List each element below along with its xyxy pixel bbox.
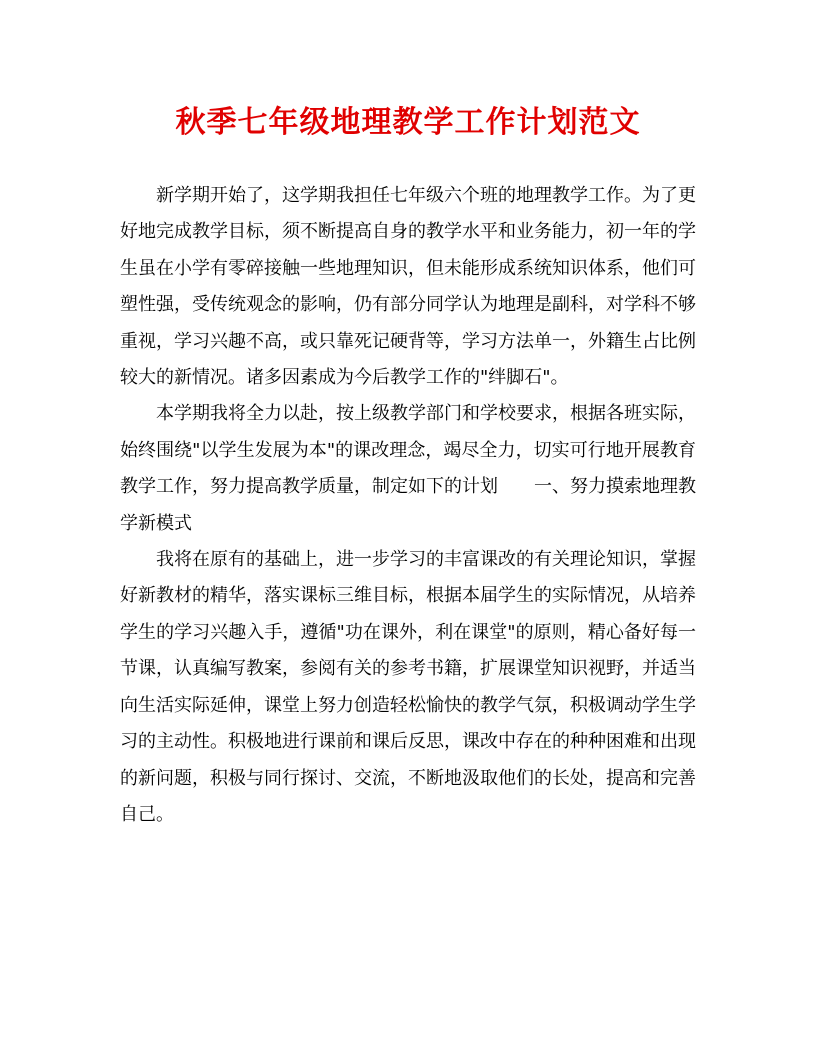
document-body (120, 178, 696, 833)
paragraph-1: 新学期开始了，这学期我担任七年级六个班的地理教学工作。为了更好地完成教学目标，须不断提高自身的教学水平和业务能力，初一年的学生虽在小学有零碎接触一些地理知识，但未能形成系统知识体系，他们可塑性强，受传统观念的影响，仍有部分同学认为地理是副科，对学科不够重视，学习兴趣不高，或只靠死记硬背等，学习方法单一，外籍生占比例较大的新情况。诸多因素成为今后教学工作的"绊脚石"。 (120, 185, 696, 389)
paragraph-3: 我将在原有的基础上，进一步学习的丰富课改的有关理论知识，掌握好新教材的精华，落实课标三维目标，根据本届学生的实际情况，从培养学生的学习兴趣入手，遵循"功在课外，利在课堂"的原则，精心备好每一节课，认真编写教案，参阅有关的参考书籍，扩展课堂知识视野，并适当向生活实际延伸，课堂上努力创造轻松愉快的教学气氛，积极调动学生学习的主动性。积极地进行课前和课后反思，课改中存在的种种困难和出现的新问题，积极与同行探讨、交流，不断地汲取他们的长处，提高和完善自己。 (120, 549, 696, 825)
paragraph-2: 本学期我将全力以赴，按上级教学部门和学校要求，根据各班实际，始终围绕"以学生发展为本"的课改理念，竭尽全力，切实可行地开展教育教学工作，努力提高教学质量，制定如下的计划 一、努力摸索地理教学新模式 (120, 403, 696, 534)
document-title: 秋季七年级地理教学工作计划范文 (175, 105, 641, 140)
